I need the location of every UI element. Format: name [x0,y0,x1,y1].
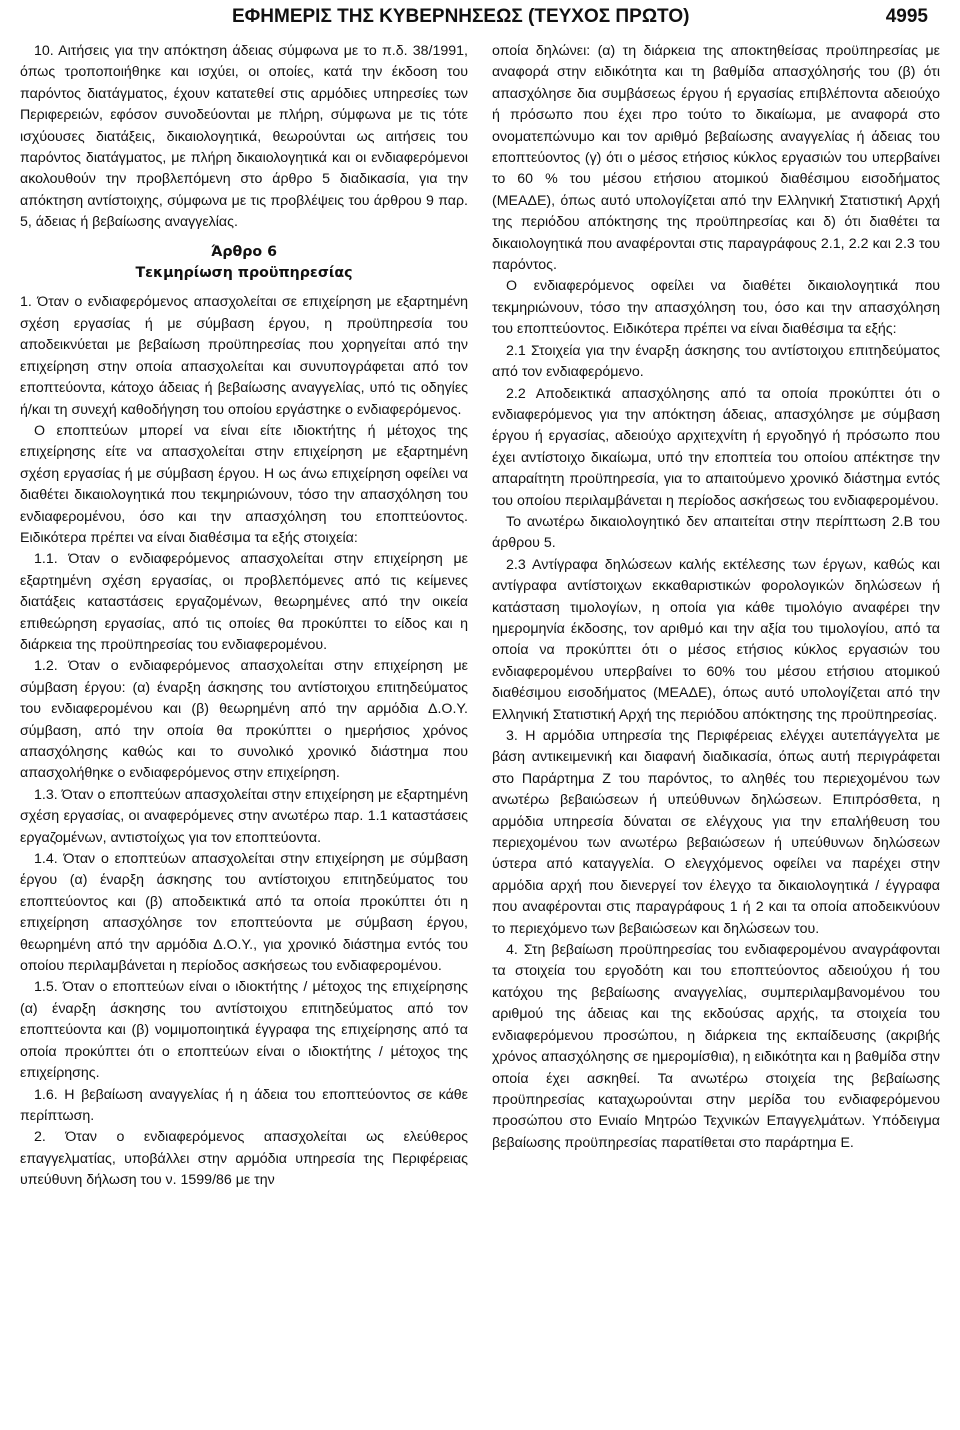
paragraph-1-1: 1.1. Όταν ο ενδιαφερόμενος απασχολείται στην επιχείρηση με εξαρτημένη σχέση εργασίας, οι προβλεπόμενες από τις κείμενες διατάξεις καταστάσεις εργαζομένων, θεωρημένες από την οικεία επιθεώρηση εργασίας, από τις οποίες θα προκύπτει το είδος και η διάρκεια της προϋπηρεσίας του ενδιαφερομένου. [20,551,468,653]
paragraph-10: 10. Αιτήσεις για την απόκτηση άδειας σύμφωνα με το π.δ. 38/1991, όπως τροποποιήθηκε και ισχύει, οι οποίες, κατά την έκδοση του παρόντος διατάγματος, έχουν κατατεθεί στις αρμόδιες υπηρεσίες των Περιφερειών, εφόσον συνοδεύονται με πλήρη, σύμφωνα με τις τότε ισχύουσες διατάξεις, δικαιολογητικά, θεωρούνται ως αιτήσεις του παρόντος διατάγματος, με πλήρη δικαιολογητικά και οι ενδιαφερόμενοι ακολουθούν την προβλεπόμενη στο άρθρο 5 διαδικασία, για την απόκτηση αντίστοιχης, σύμφωνα με τις προβλέψεις του άρθρου 9 παρ. 5, άδειας ή βεβαίωσης αναγγελίας. [20,43,468,231]
paragraph-2-2: 2.2 Αποδεικτικά απασχόλησης από τα οποία προκύπτει ότι ο ενδιαφερόμενος για την απόκτηση άδειας, απασχόλησε με σύμβαση έργου ή εργασίας, αδειούχο αρχιτεχνίτη ή εργοδηγό ή πρόσωπο που έχει αντίστοιχο δικαίωμα, υπό την εποπτεία του οποίου απέκτησε την απαραίτητη προϋπηρεσία, για το απαιτούμενο χρονικό διάστημα εντός του οποίου περιλαμβάνεται η περίοδος ασκήσεως του ενδιαφερομένου. [492,385,940,509]
paragraph-1: 1. Όταν ο ενδιαφερόμενος απασχολείται σε επιχείρηση με εξαρτημένη σχέση εργασίας ή με σύμβαση έργου, η προϋπηρεσία του αποδεικνύεται με βεβαίωση προϋπηρεσίας που χορηγείται από την επιχείρηση στην οποία απασχολείται και συνυπογράφεται από τον εποπτεύοντα, κάτοχο άδειας ή βεβαίωσης αναγγελίας, υπό τις οδηγίες ή/και τη συνεχή καθοδήγηση του οποίου εργάστηκε ο ενδιαφερόμενος. [20,294,468,418]
right-column [492,41,940,1154]
paragraph-documents: Ο ενδιαφερόμενος οφείλει να διαθέτει δικαιολογητικά που τεκμηριώνουν, τόσο την απασχόληση του, όσο και την απασχόληση του εποπτεύοντος. Ειδικότερα πρέπει να είναι διαθέσιμα τα εξής: [492,278,940,338]
gazette-title: ΕΦΗΜΕΡΙΣ ΤΗΣ ΚΥΒΕΡΝΗΣΕΩΣ (ΤΕΥΧΟΣ ΠΡΩΤΟ) [232,6,690,27]
left-column [20,41,468,1192]
article-title: Τεκμηρίωση προϋπηρεσίας [135,265,353,282]
paragraph-2: 2. Όταν ο ενδιαφερόμενος απασχολείται ως ελεύθερος επαγγελματίας, υποβάλλει στην αρμόδια υπηρεσία της Περιφέρειας υπεύθυνη δήλωση του ν. 1599/86 με την [20,1129,468,1189]
paragraph-1-6: 1.6. Η βεβαίωση αναγγελίας ή η άδεια του εποπτεύοντος σε κάθε περίπτωση. [20,1086,468,1124]
paragraph-exemption: Το ανωτέρω δικαιολογητικό δεν απαιτείται στην περίπτωση 2.Β του άρθρου 5. [492,513,940,552]
paragraph-1-5: 1.5. Όταν ο εποπτεύων είναι ο ιδιοκτήτης / μέτοχος της επιχείρησης (α) έναρξη άσκησης του αντίστοιχου επιτηδεύματος από τον εποπτεύοντα και (β) νομιμοποιητικά έγγραφα της επιχείρησης από τα οποία προκύπτει ότι ο εποπτεύων είναι ο ιδιοκτήτης / μέτοχος της επιχείρησης. [20,979,468,1082]
paragraph-3: 3. Η αρμόδια υπηρεσία της Περιφέρειας ελέγχει αυτεπάγγελτα με βάση αντικειμενική και διαφανή διαδικασία, όπως αυτή περιγράφεται στο Παράρτημα Ζ του παρόντος, το αληθές του περιεχομένου των ανωτέρω βεβαιώσεων ή υπεύθυνων δηλώσεων. Επιπρόσθετα, η αρμόδια υπηρεσία δύναται σε ελέγχους για την επαλήθευση του περιεχομένου των ανωτέρω βεβαιώσεων ή υπεύθυνων δηλώσεων ύστερα από καταγγελία. Ο ελεγχόμενος οφείλει να παρέχει στην αρμόδια αρχή που διενεργεί τον έλεγχο τα δικαιολογητικά / έγγραφα που αναφέρονται στις παραγράφους 1 ή 2 και τα οποία αποδεικνύουν το περιεχόμενο των βεβαιώσεων και δηλώσεων του. [492,728,940,937]
page-number: 4995 [885,6,928,27]
paragraph-4: 4. Στη βεβαίωση προϋπηρεσίας του ενδιαφερομένου αναγράφονται τα στοιχεία του εργοδότη και του εποπτεύοντος αδειούχου ή του κατόχου της βεβαίωσης αναγγελίας, συμπεριλαμβανομένου του αριθμού της άδειας και της εκδούσας αρχής, τα στοιχεία του ενδιαφερόμενου προσώπου, η διάρκεια της εκπαίδευσης (ακριβής χρόνος απασχόλησης σε ημερομίσθια), η ειδικότητα και η βαθμίδα στην οποία έχει ασκηθεί. Τα ανωτέρω στοιχεία της βεβαίωσης προϋπηρεσίας καταχωρούνται στην μερίδα του ενδιαφερόμενου προσώπου στο Ενιαίο Μητρώο Τεχνικών Επαγγελμάτων. Υπόδειγμα βεβαίωσης προϋπηρεσίας παρατίθεται στο παράρτημα Ε. [492,942,940,1151]
paragraph-1-3: 1.3. Όταν ο εποπτεύων απασχολείται στην επιχείρηση με εξαρτημένη σχέση εργασίας, οι αναφερόμενες στην ανωτέρω παρ. 1.1 καταστάσεις εργαζομένων, αντιστοίχως για τον εποπτεύοντα. [20,786,468,846]
article-number: Άρθρο 6 [211,243,277,260]
paragraph-1-4: 1.4. Όταν ο εποπτεύων απασχολείται στην επιχείρηση με σύμβαση έργου (α) έναρξη άσκησης του αντίστοιχου επιτηδεύματος του εποπτεύοντος και (β) αποδεικτικά από τα οποία προκύπτει ότι η επιχείρηση απασχόλησε τον εποπτεύοντα με σύμβαση έργου, θεωρημένη από την αρμόδια Δ.Ο.Υ., για χρονικό διάστημα εντός του οποίου περιλαμβάνεται η περίοδος ασκήσεως του ενδιαφερομένου. [20,851,468,975]
paragraph-2-1: 2.1 Στοιχεία για την έναρξη άσκησης του αντίστοιχου επιτηδεύματος από τον ενδιαφερόμενο. [492,342,940,381]
page-header [0,6,928,36]
paragraph-1-2: 1.2. Όταν ο ενδιαφερόμενος απασχολείται στην επιχείρηση με σύμβαση έργου: (α) έναρξη άσκησης του αντίστοιχου επιτηδεύματος του ενδιαφερομένου και (β) θεωρημένη από την αρμόδια Δ.Ο.Υ. σύμβαση, από την οποία θα προκύπτει ο ημερήσιος χρόνος απασχόλησης καθώς και το συνολικό χρονικό διάστημα που απασχολήθηκε ο ενδιαφερόμενος στην επιχείρηση. [20,658,468,782]
paragraph-2-3: 2.3 Αντίγραφα δηλώσεων καλής εκτέλεσης των έργων, καθώς και αντίγραφα αντίστοιχων εκκαθαριστικών φορολογικών δηλώσεων ή κατάσταση τιμολογίων, η οποία για κάθε τιμολόγιο αναφέρει την ημερομηνία έκδοσης, τον αριθμό και την αξία του τιμολογίου, από τα οποία να προκύπτει ότι ο μέσος ετήσιος κύκλος εργασιών του ενδιαφερομένου υπερβαίνει το 60% του μέσου ετήσιου ατομικού διαθέσιμου εισοδήματος (ΜΕΑΔΕ), όπως αυτό υπολογίζεται από την Ελληνική Στατιστική Αρχή της περιόδου απόκτησης της προϋπηρεσίας. [492,556,940,723]
paragraph-supervisor: Ο εποπτεύων μπορεί να είναι είτε ιδιοκτήτης ή μέτοχος της επιχείρησης είτε να απασχολείται στην επιχείρηση με εξαρτημένη σχέση εργασίας ή με σύμβαση έργου. Η ως άνω επιχείρηση οφείλει να διαθέτει δικαιολογητικά που τεκμηριώνουν, τόσο την απασχόληση του ενδιαφερομένου, όσο και την απασχόληση του εποπτεύοντος. Ειδικότερα πρέπει να είναι διαθέσιμα τα εξής στοιχεία: [20,422,468,546]
paragraph-2-continued: οποία δηλώνει: (α) τη διάρκεια της αποκτηθείσας προϋπηρεσίας με αναφορά στην ειδικότητα και τη βαθμίδα απασχόλησής του (β) ότι απασχόλησε δια συμβάσεως έργου ή εργασίας επιβλέποντα αδειούχο ή πρόσωπο που έχει προ τούτο το δικαίωμα, με αναφορά στο ονοματεπώνυμο και τον αριθμό βεβαίωσης αναγγελίας ή άδειας του εποπτεύοντος (γ) ότι ο μέσος ετήσιος κύκλος εργασιών του υπερβαίνει το 60 % του μέσου ετήσιου ατομικού διαθέσιμου εισοδήματος (ΜΕΑΔΕ), όπως αυτό υπολογίζεται από την Ελληνική Στατιστική Αρχή της περιόδου απόκτησης της προϋπηρεσίας και δ) ότι διαθέτει τα δικαιολογητικά που αναφέρονται στις παραγράφους 2.1, 2.2 και 2.3 του παρόντος. [492,43,940,274]
article-heading [20,242,468,285]
